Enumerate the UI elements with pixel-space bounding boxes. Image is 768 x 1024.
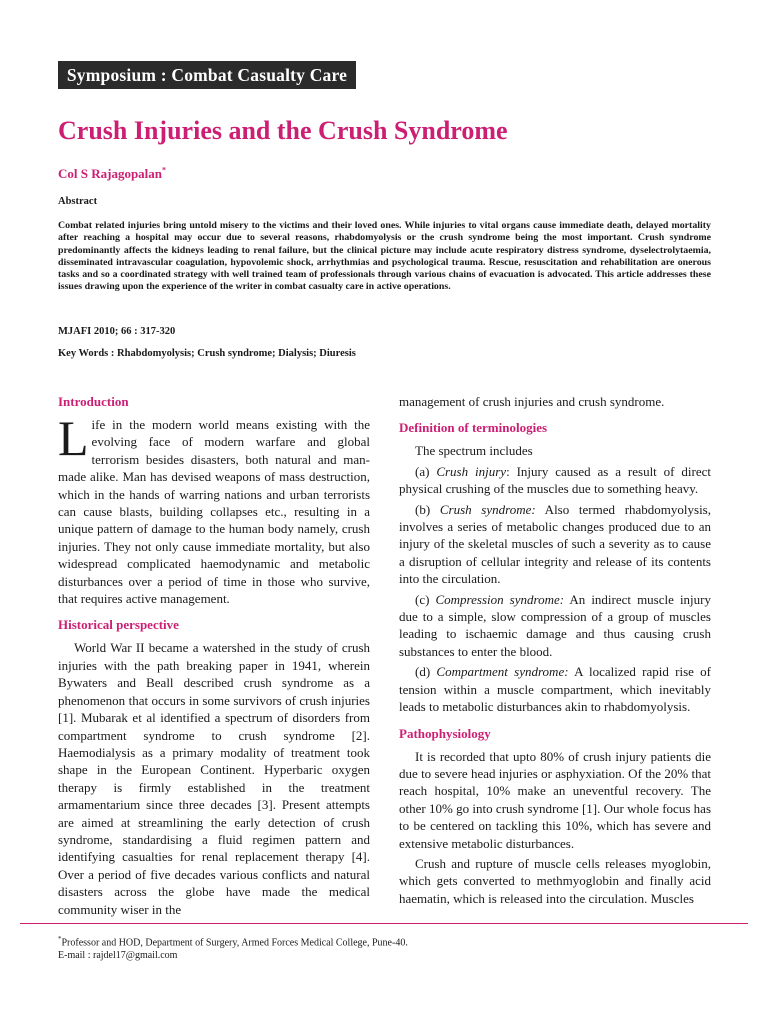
definition-c-term: Compression syndrome: [435,591,565,607]
drop-cap: L [58,410,89,466]
pathophysiology-paragraph-1: It is recorded that upto 80% of crush injury patients die due to severe head injuries or asphyxiation. Of the 20% that reach hospital, 10% make an uneventful recovery. The other 10% go into crush syndrome [1]. Our whole focus has to be centered on tackling this 10%, which has severe and extensive metabolic disturbances. [399,748,711,851]
definition-c-text: An indirect muscle injury due to a simple, slow compression of a group of muscles leading to ischaemic damage and thus causing crush substances to enter the blood. [399,591,711,659]
footnote-affiliation-text: Professor and HOD, Department of Surgery, Armed Forces Medical College, Pune-40. [61,937,408,949]
right-column [399,393,711,907]
definition-b [399,501,711,588]
author-line [58,165,166,183]
definition-a-prefix: (a) [415,463,437,479]
definition-d-term: Compartment syndrome: [436,664,569,680]
definition-b-text: Also termed rhabdomyolysis, involves a series of metabolic changes produced due to an injury of the skeletal muscles of such a severity as to cause a disruption of cellular integrity and release of its contents into the circulation. [399,501,711,587]
abstract-heading: Abstract [58,196,98,207]
footnote-affiliation [58,933,408,949]
pathophysiology-paragraph-2: Crush and rupture of muscle cells releases myoglobin, which gets converted to methmyoglobin and finally acid haematin, which is released into the circulation. Muscles [399,855,711,906]
author-name: Col S Rajagopalan [58,166,163,181]
definition-c-prefix: (c) [415,591,436,607]
footnote-email: E-mail : rajdel17@gmail.com [58,950,178,961]
abstract-text: Combat related injuries bring untold misery to the victims and their loved ones. While injuries to vital organs cause immediate death, delayed mortality after reaching a hospital may occur due to several reasons, rhabdomyolysis or the crush syndrome being the most important. Crush syndrome predominantly affects the kidneys leading to renal failure, but the clinical picture may include acute respiratory distress syndrome, dyselectrolytaemia, disseminated intravascular coagulation, hypovolemic shock, arrhythmias and psychological trauma. Rescue, resuscitation and rehabilitation are onerous tasks and so a coordinated strategy with well trained team of professionals through various chains of evacuation is advocated. This article addresses these issues drawing upon the experience of the writer in combat casualty care in active operations. [58,220,711,293]
introduction-heading: Introduction [58,394,129,409]
keywords [58,347,711,361]
historical-paragraph: World War II became a watershed in the study of crush injuries with the path breaking paper in 1941, wherein Bywaters and Beall described crush syndrome as a phenomenon that occurs in some survivors of crush injuries [1]. Mubarak et al identified a spectrum of disorders from compartment syndrome to crush syndrome [2]. Haemodialysis as a primary modality of treatment took shape in the European Continent. Hyperbaric oxygen therapy is firmly established in the treatment armamentarium since three decades [3]. Present attempts are aimed at streamlining the early detection of crush syndrome, standardising a fluid regimen pattern and identifying casualties for renal replacement therapy [4]. Over a period of five decades various conflicts and natural disasters across the globe have made the medical community wiser in the [58,640,370,917]
definition-a-term: Crush injury [436,463,507,479]
historical-heading: Historical perspective [58,617,179,633]
article-title: Crush Injuries and the Crush Syndrome [58,116,508,145]
left-column [58,393,370,918]
spectrum-intro: The spectrum includes [415,443,533,459]
definition-d [399,663,711,715]
definition-heading: Definition of terminologies [399,420,548,436]
section-banner: Symposium : Combat Casualty Care [58,61,356,89]
pathophysiology-heading: Pathophysiology [399,725,491,741]
keywords-label: Key Words : [58,348,115,359]
footnote-divider [20,923,748,924]
definition-c [399,591,711,661]
definition-d-prefix: (d) [415,664,437,680]
author-footnote-mark: * [162,165,167,175]
footnote-mark: * [58,935,62,943]
keywords-values: Rhabdomyolysis; Crush syndrome; Dialysis; Diuresis [117,348,356,359]
definition-b-prefix: (b) [415,501,440,517]
definition-a [399,463,711,498]
definition-d-text: A localized rapid rise of tension within a muscle compartment, which inevitably leads to metabolic disturbances akin to rhabdomyolysis. [399,664,711,715]
introduction-text: ife in the modern world means existing with the evolving face of modern warfare and global terrorism besides disasters, both natural and man-made alike. Man has devised weapons of mass destruction, which in the hands of warring nations and urban terrorists can cause blasts, building collapses etc., resulting in a unique pattern of damage to the human body namely, crush injuries. They not only cause immediate mortality, but also widespread complicated haemodynamic and metabolic disturbances over a period of time in those who survive, that requires active management. [58,417,370,607]
definition-b-term: Crush syndrome: [439,501,536,517]
introduction-paragraph [58,410,370,607]
continued-paragraph: management of crush injuries and crush syndrome. [399,394,665,409]
citation: MJAFI 2010; 66 : 317-320 [58,326,176,337]
definition-a-text: : Injury caused as a result of direct physical crushing of the muscles due to something heavy. [399,463,712,497]
